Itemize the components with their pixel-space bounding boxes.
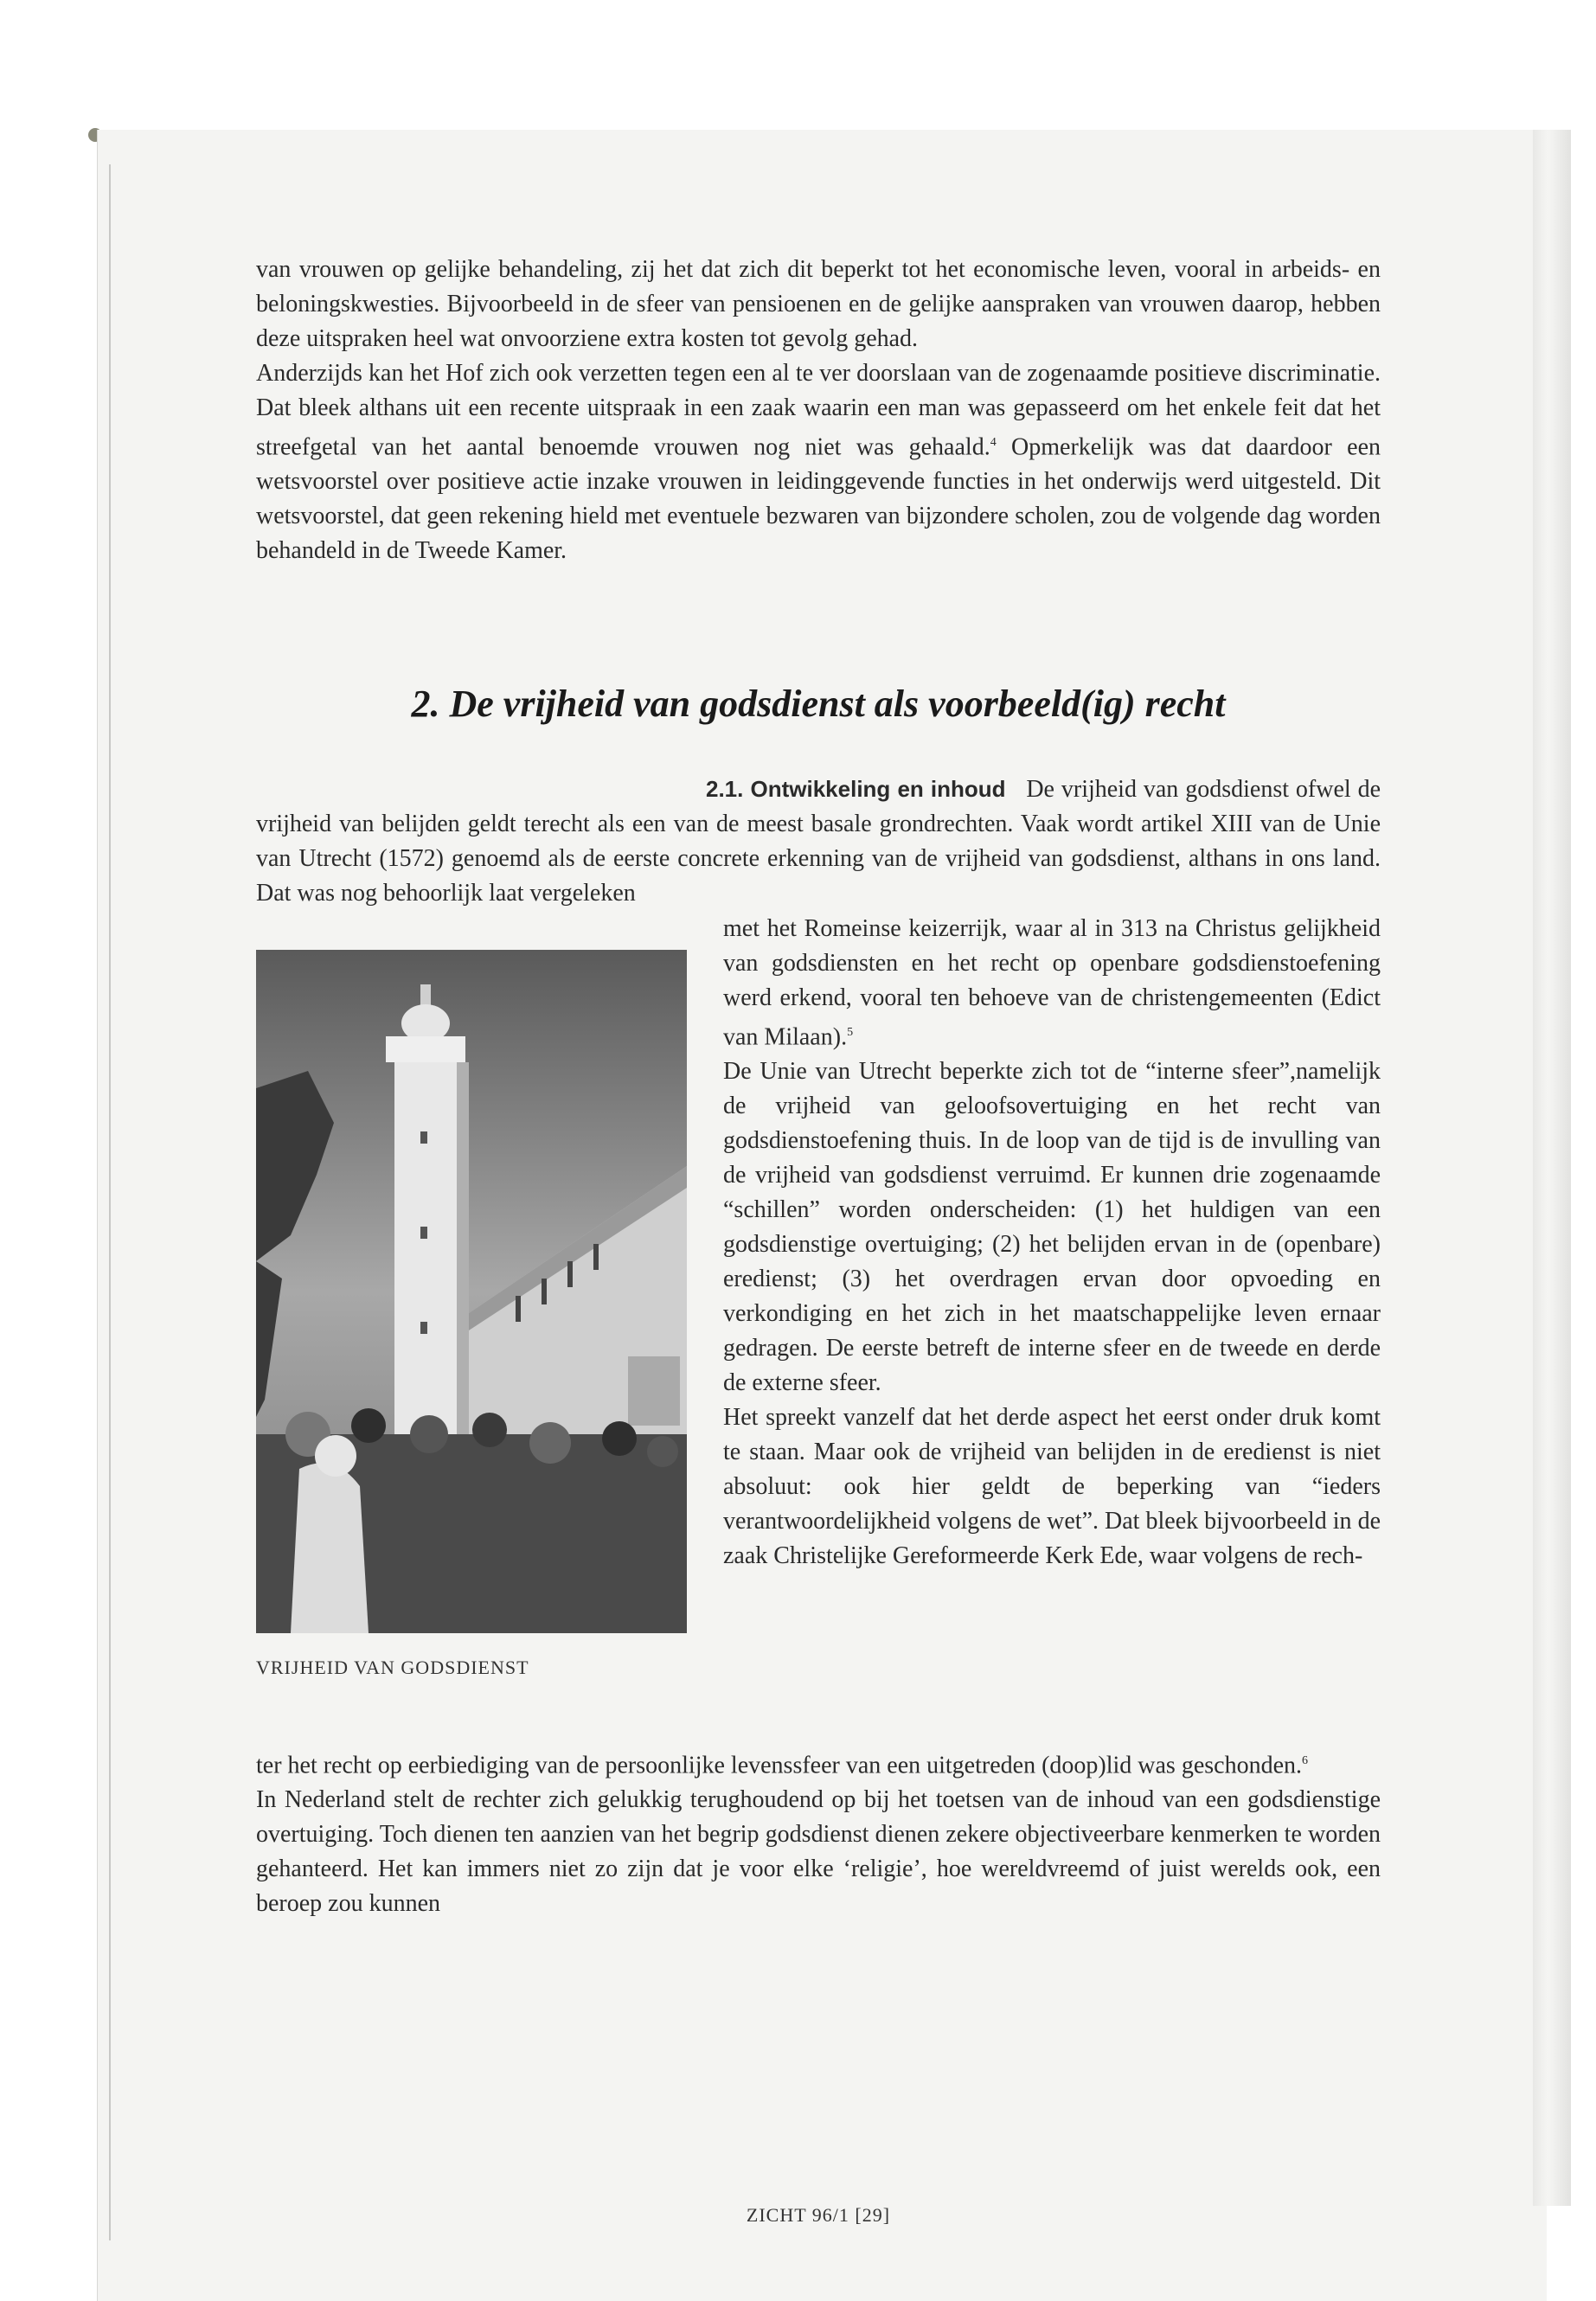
footnote-ref: 4: [990, 436, 997, 449]
paragraph: 2.1. Ontwikkeling en inhoud De vrijheid van godsdienst ofwel de vrijheid van belijden geldt terecht als een van de meest basale grondrechten. Vaak wordt artikel XIII van de Unie van Utrecht (1572) genoemd als de eerste concrete erkenning van de vrijheid van godsdienst, althans in ons land. Dat was nog behoorlijk laat vergeleken: [256, 776, 1381, 907]
paragraph: van vrouwen op gelijke behandeling, zij het dat zich dit beperkt tot het economische leven, vooral in arbeids- en beloningskwesties. Bijvoorbeeld in de sfeer van pensioenen en de gelijke aanspraken van vrouwen daarop, hebben deze uitspraken heel wat onvoorziene extra kosten tot gevolg gehad.: [256, 256, 1381, 352]
paragraph: met het Romeinse keizerrijk, waar al in 313 na Christus gelijkheid van godsdiensten en het recht op openbare godsdienstoefening werd erkend, vooral ten behoeve van de christengemeenten (Edict van Milaan).$^5$: [723, 915, 1381, 1051]
photo-caption: VRIJHEID VAN GODSDIENST: [256, 1657, 529, 1678]
paragraph: Anderzijds kan het Hof zich ook verzetten tegen een al te ver doorslaan van de zogenaamde positieve discriminatie. Dat bleek althans uit een recente uitspraak in een zaak waarin een man was gepasseerd om het enkele feit dat het streefgetal van het aantal benoemde vrouwen nog niet was gehaald.$^4$ Opmerkelijk was dat daardoor een wetsvoorstel over positieve actie inzake vrouwen in leidinggevende functies in het onderwijs werd uitgesteld. Dit wetsvoorstel, dat geen rekening hield met eventuele bezwaren van bijzondere scholen, zou de volgende dag worden behandeld in de Tweede Kamer.: [256, 360, 1381, 565]
bottom-text: [256, 1744, 1381, 1921]
footnote-ref: 6: [1302, 1754, 1309, 1767]
section-intro: [256, 772, 1381, 911]
right-column: [723, 912, 1381, 1574]
paragraph: ter het recht op eerbiediging van de persoonlijke levenssfeer van een uitgetreden (doop)lid was geschonden.$^6$: [256, 1752, 1309, 1779]
page-footer: ZICHT 96/1 [29]: [746, 2204, 891, 2226]
page-edge-shadow: [1533, 130, 1571, 2206]
top-text: [256, 253, 1381, 568]
crowd: [256, 1408, 687, 1633]
section-heading: 2. De vrijheid van godsdienst als voorbeeld(ig) recht: [411, 683, 1226, 725]
paragraph: De Unie van Utrecht beperkte zich tot de “interne sfeer”,namelijk de vrijheid van geloofsovertuiging en het recht van godsdienstoefening thuis. In de loop van de tijd is de invulling van de vrijheid van godsdienst verruimd. Er kunnen drie zogenaamde “schillen” worden onderscheiden: (1) het huldigen van een godsdienstige overtuiging; (2) het belijden ervan in de (openbare) eredienst; (3) het overdragen ervan door opvoeding en verkondiging en het zich in het maatschappelijke leven ernaar gedragen. De eerste betreft de interne sfeer en de tweede en derde de externe sfeer.: [723, 1058, 1381, 1397]
minaret-tower: [386, 984, 469, 1469]
paragraph: Het spreekt vanzelf dat het derde aspect het eerst onder druk komt te staan. Maar ook de vrijheid van belijden in de eredienst is niet absoluut: ook hier geldt de beperking van “ieders verantwoordelijkheid volgens de wet”. Dat bleek bijvoorbeeld in de zaak Christelijke Gereformeerde Kerk Ede, waar volgens de rech-: [723, 1404, 1381, 1570]
paragraph: In Nederland stelt de rechter zich gelukkig terughoudend op bij het toetsen van de inhoud van een godsdienstige overtuiging. Toch dienen ten aanzien van het begrip godsdienst dienen zekere objectiveerbare kenmerken te worden gehanteerd. Het kan immers niet zo zijn dat je voor elke ‘religie’, hoe wereldvreemd of juist werelds ook, een beroep zou kunnen: [256, 1786, 1381, 1918]
mosque-illustration: [256, 950, 687, 1633]
subsection-label: 2.1. Ontwikkeling en inhoud: [706, 776, 1006, 802]
spine-line: [109, 164, 111, 2240]
footnote-ref: 5: [847, 1026, 854, 1039]
mosque-photo: [256, 950, 687, 1633]
